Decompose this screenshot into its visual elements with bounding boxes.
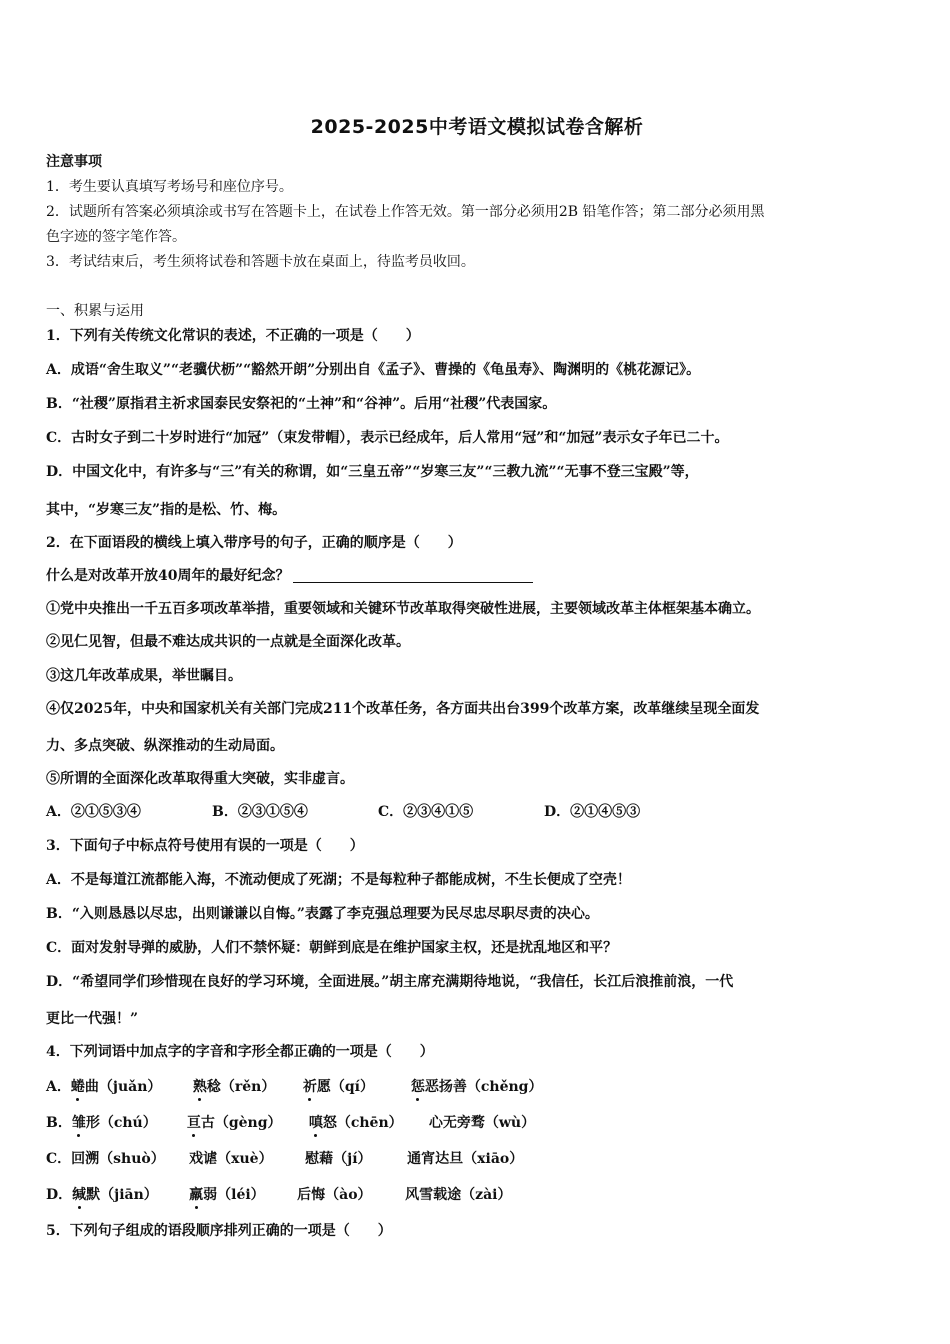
notice-heading: 注意事项 — [46, 154, 102, 170]
word-rest: 默（jiān） — [86, 1187, 158, 1203]
word-rest: 骛（wù） — [470, 1115, 536, 1131]
q2-stem: 2．在下面语段的横线上填入带序号的句子，正确的顺序是（ ） — [46, 535, 462, 551]
q4-option-label: A． — [46, 1079, 71, 1095]
q4-option-a — [46, 1077, 542, 1097]
word-rest: 藉（jí） — [319, 1151, 372, 1167]
word-rest: 稔（rěn） — [206, 1079, 276, 1095]
word-rest: 溯（shuò） — [85, 1151, 165, 1167]
q2-option-d: D．②①④⑤③ — [544, 804, 641, 820]
dotted-char: 缄 — [72, 1187, 87, 1203]
q3-stem: 3．下面句子中标点符号使用有误的一项是（ ） — [46, 838, 364, 854]
q3-option-c: C．面对发射导弹的威胁，人们不禁怀疑：朝鲜到底是在维护国家主权，还是扰乱地区和平？ — [46, 940, 618, 956]
q3-option-d-cont: 更比一代强！” — [46, 1011, 139, 1027]
q2-sentence-1: ①党中央推出一千五百多项改革举措，重要领域和关键环节改革取得突破性进展，主要领域改革主体框架基本确立。 — [46, 601, 760, 617]
q2-sentence-5: ⑤所谓的全面深化改革取得重大突破，实非虚言。 — [46, 771, 354, 787]
q4-option-c — [46, 1149, 523, 1169]
dotted-char: 祈 — [302, 1079, 317, 1095]
page-title: 2025-2025中考语文模拟试卷含解析 — [310, 116, 644, 138]
q2-prompt-text: 什么是对改革开放40周年的最好纪念？ — [46, 568, 290, 584]
word-prefix: 风雪 — [405, 1187, 434, 1203]
q2-sentence-4-cont: 力、多点突破、纵深推动的生动局面。 — [46, 738, 284, 754]
q2-option-b: B．②③①⑤④ — [212, 804, 308, 820]
q4-option-label: D． — [46, 1187, 73, 1203]
q4-option-label: B． — [46, 1115, 72, 1131]
word-rest: 弱（léi） — [203, 1187, 265, 1203]
q4-stem: 4．下列词语中加点字的字音和字形全都正确的一项是（ ） — [46, 1044, 434, 1060]
q3-option-b: B．“入则恳恳以尽忠，出则谦谦以自悔。”表露了李克强总理要为民尽忠尽职尽责的决心。 — [46, 906, 599, 922]
q2-sentence-4: ④仅2025年，中央和国家机关有关部门完成211个改革任务，各方面共出台399个改革方案，改革继续呈现全面发 — [46, 701, 760, 717]
word-rest: 恶扬善（chěng） — [424, 1079, 543, 1095]
q4-option-label: C． — [46, 1151, 72, 1167]
q4-option-b — [46, 1113, 535, 1133]
notice-item: 1．考生要认真填写考场号和座位序号。 — [46, 179, 293, 195]
word-prefix: 心无旁 — [428, 1115, 471, 1131]
dotted-char: 羸 — [189, 1187, 204, 1203]
q1-option-c: C．古时女子到二十岁时进行“加冠”（束发带帽），表示已经成年，后人常用“冠”和“加冠”表示女子年已二十。 — [46, 430, 729, 446]
word-prefix: 通 — [407, 1151, 422, 1167]
word-rest: 宵达旦（xiāo） — [421, 1151, 524, 1167]
q3-option-a: A．不是每道江流都能入海，不流动便成了死湖；不是每粒种子都能成树，不生长便成了空壳！ — [46, 872, 631, 888]
q2-option-c: C．②③④①⑤ — [378, 804, 474, 820]
dotted-char: 蜷 — [70, 1079, 85, 1095]
q1-option-d: D．中国文化中，有许多与“三”有关的称谓，如“三皇五帝”“岁寒三友”“三教九流”“无事不登三宝殿”等， — [46, 464, 699, 480]
dotted-char: 嗔 — [308, 1115, 323, 1131]
dotted-char: 熟 — [192, 1079, 207, 1095]
word-prefix: 回 — [71, 1151, 86, 1167]
q2-sentence-3: ③这几年改革成果，举世瞩目。 — [46, 668, 242, 684]
word-prefix: 戏 — [189, 1151, 204, 1167]
q2-sentence-2: ②见仁见智，但最不难达成共识的一点就是全面深化改革。 — [46, 634, 410, 650]
dotted-char: 亘 — [186, 1115, 201, 1131]
word-rest: 愿（qí） — [316, 1079, 374, 1095]
q2-prompt — [46, 566, 533, 586]
answer-blank — [293, 568, 533, 583]
word-rest: 谑（xuè） — [203, 1151, 273, 1167]
word-rest: 古（gèng） — [200, 1115, 282, 1131]
word-rest: 载途（zài） — [433, 1187, 512, 1203]
q1-option-b: B．“社稷”原指君主祈求国泰民安祭祀的“土神”和“谷神”。后用“社稷”代表国家。 — [46, 396, 557, 412]
q1-stem: 1．下列有关传统文化常识的表述，不正确的一项是（ ） — [46, 328, 420, 344]
q1-option-d-cont: 其中，“岁寒三友”指的是松、竹、梅。 — [46, 502, 287, 518]
q1-option-a: A．成语“舍生取义”“老骥伏枥”“豁然开朗”分别出自《孟子》、曹操的《龟虽寿》、陶渊明的《桃花源记》。 — [46, 362, 701, 378]
notice-item: 3．考试结束后，考生须将试卷和答题卡放在桌面上，待监考员收回。 — [46, 254, 475, 270]
word-rest: 形（chú） — [85, 1115, 157, 1131]
dotted-char: 雏 — [71, 1115, 86, 1131]
section-heading: 一、积累与运用 — [46, 303, 144, 319]
q2-option-a: A．②①⑤③④ — [46, 804, 141, 820]
notice-item: 色字迹的签字笔作答。 — [46, 229, 186, 245]
dotted-char: 惩 — [410, 1079, 425, 1095]
word-rest: 后悔（ào） — [297, 1187, 372, 1203]
q5-stem: 5．下列句子组成的语段顺序排列正确的一项是（ ） — [46, 1223, 392, 1239]
notice-item: 2．试题所有答案必须填涂或书写在答题卡上，在试卷上作答无效。第一部分必须用2B 铅笔作答；第二部分必须用黑 — [46, 204, 765, 220]
word-rest: 曲（juǎn） — [84, 1079, 162, 1095]
word-prefix: 慰 — [305, 1151, 320, 1167]
q3-option-d: D．“希望同学们珍惜现在良好的学习环境，全面进展。”胡主席充满期待地说，“我信任，长江后浪推前浪，一代 — [46, 974, 734, 990]
word-rest: 怒（chēn） — [322, 1115, 403, 1131]
q2-options — [46, 802, 640, 822]
q4-option-d — [46, 1185, 511, 1205]
